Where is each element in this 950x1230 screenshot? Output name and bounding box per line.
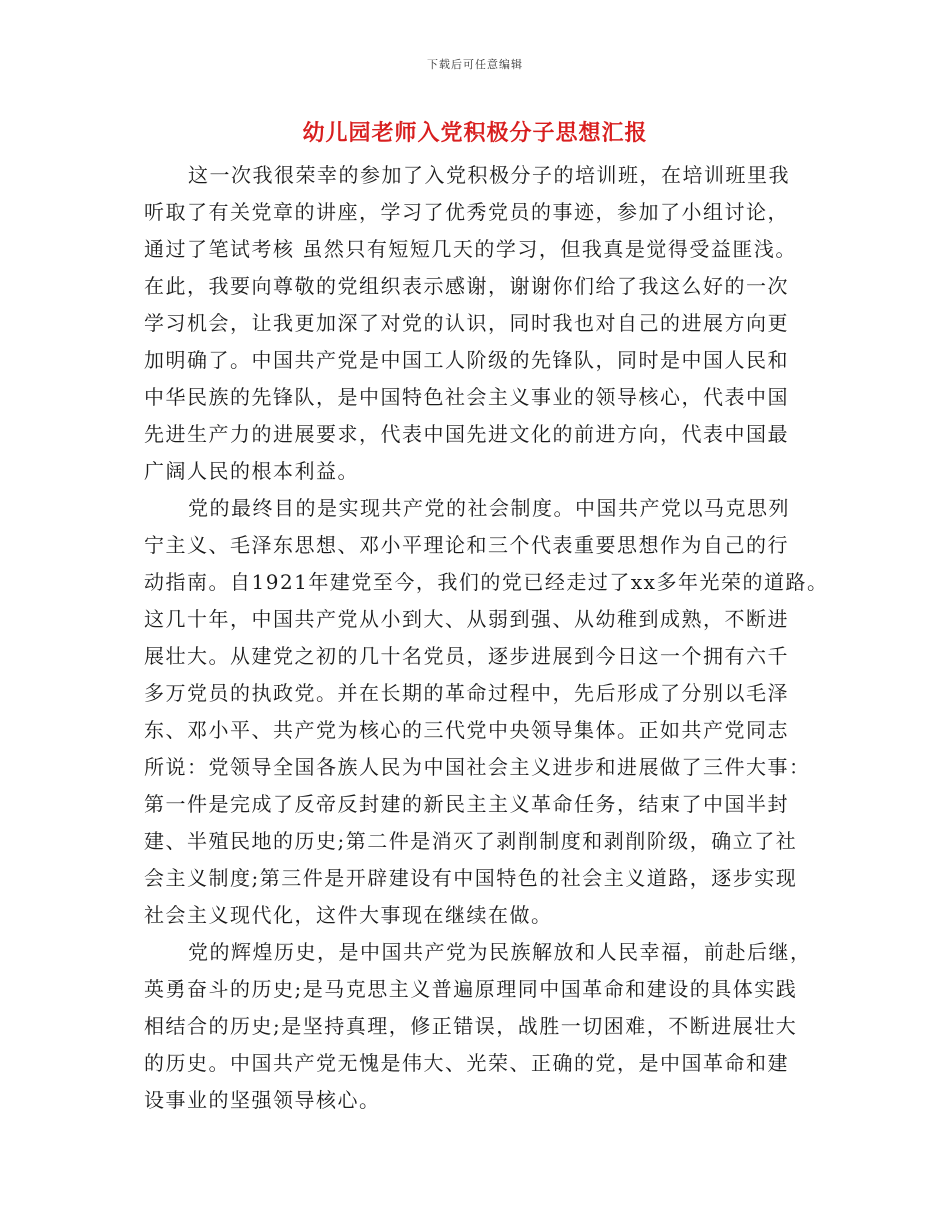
body-text-line: 东、邓小平、共产党为核心的三代党中央领导集体。正如共产党同志 bbox=[144, 718, 789, 742]
body-text-line: 动指南。自1921年建党至今，我们的党已经走过了xx多年光荣的道路。 bbox=[144, 570, 829, 594]
body-text-line: 多万党员的执政党。并在长期的革命过程中，先后形成了分别以毛泽 bbox=[144, 681, 789, 705]
body-text-line: 会主义制度;第三件是开辟建设有中国特色的社会主义道路，逐步实现 bbox=[144, 866, 798, 890]
document-title: 幼儿园老师入党积极分子思想汇报 bbox=[302, 120, 648, 146]
body-text-line: 设事业的坚强领导核心。 bbox=[144, 1088, 381, 1112]
body-text-line: 党的最终目的是实现共产党的社会制度。中国共产党以马克思列 bbox=[188, 496, 790, 520]
header-note: 下载后可任意编辑 bbox=[427, 58, 523, 71]
body-text-line: 展壮大。从建党之初的几十名党员，逐步进展到今日这一个拥有六千 bbox=[144, 644, 789, 668]
body-text-line: 宁主义、毛泽东思想、邓小平理论和三个代表重要思想作为自己的行 bbox=[144, 533, 789, 557]
body-text-line: 听取了有关党章的讲座，学习了优秀党员的事迹，参加了小组讨论， bbox=[144, 200, 789, 224]
body-text-line: 先进生产力的进展要求，代表中国先进文化的前进方向，代表中国最 bbox=[144, 422, 789, 446]
document-body bbox=[144, 160, 844, 1122]
body-text-line: 英勇奋斗的历史;是马克思主义普遍原理同中国革命和建设的具体实践 bbox=[144, 977, 798, 1001]
body-text-line: 通过了笔试考核 虽然只有短短几天的学习，但我真是觉得受益匪浅。 bbox=[144, 237, 797, 261]
body-text-line: 第一件是完成了反帝反封建的新民主主义革命任务，结束了中国半封 bbox=[144, 792, 789, 816]
body-text-line: 这几十年，中国共产党从小到大、从弱到强、从幼稚到成熟，不断进 bbox=[144, 607, 789, 631]
body-text-line: 在此，我要向尊敬的党组织表示感谢，谢谢你们给了我这么好的一次 bbox=[144, 274, 789, 298]
body-text-line: 加明确了。中国共产党是中国工人阶级的先锋队，同时是中国人民和 bbox=[144, 348, 789, 372]
body-text-line: 社会主义现代化，这件大事现在继续在做。 bbox=[144, 903, 553, 927]
body-text-line: 学习机会，让我更加深了对党的认识，同时我也对自己的进展方向更 bbox=[144, 311, 789, 335]
body-text-line: 中华民族的先锋队，是中国特色社会主义事业的领导核心，代表中国 bbox=[144, 385, 789, 409]
body-text-line: 的历史。中国共产党无愧是伟大、光荣、正确的党，是中国革命和建 bbox=[144, 1051, 789, 1075]
body-text-line: 这一次我很荣幸的参加了入党积极分子的培训班，在培训班里我 bbox=[188, 163, 790, 187]
body-text-line: 建、半殖民地的历史;第二件是消灭了剥削制度和剥削阶级，确立了社 bbox=[144, 829, 798, 853]
body-text-line: 党的辉煌历史，是中国共产党为民族解放和人民幸福，前赴后继， bbox=[188, 940, 812, 964]
body-text-line: 所说：党领导全国各族人民为中国社会主义进步和进展做了三件大事： bbox=[144, 755, 811, 779]
body-text-line: 广阔人民的根本利益。 bbox=[144, 459, 359, 483]
body-text-line: 相结合的历史;是坚持真理，修正错误，战胜一切困难，不断进展壮大 bbox=[144, 1014, 798, 1038]
